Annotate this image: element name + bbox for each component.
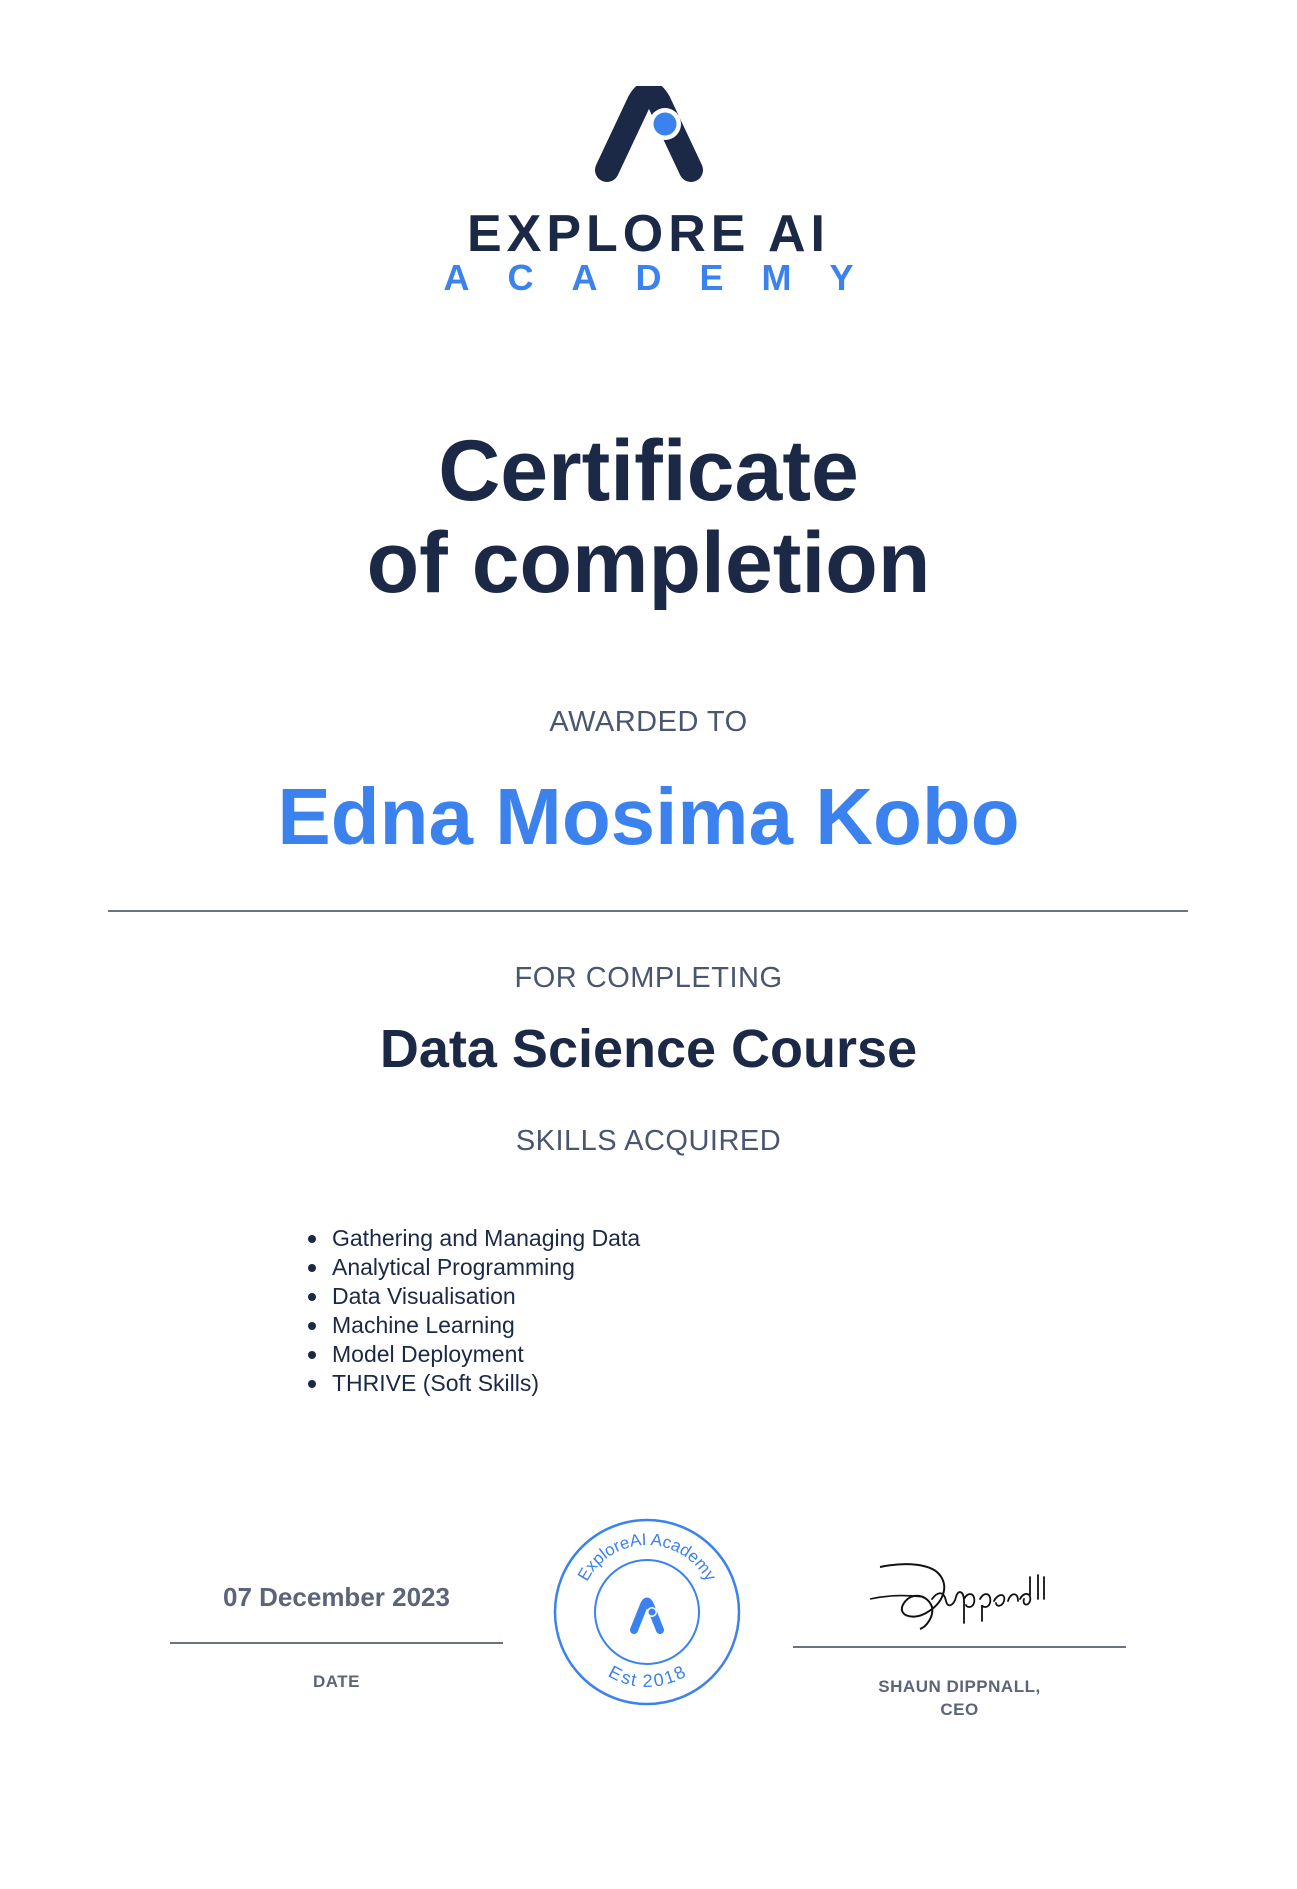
brand-subtitle: ACADEMY [443,257,892,298]
skills-list [308,1224,640,1398]
signatory [793,1675,1126,1721]
skill-item: Analytical Programming [308,1253,640,1282]
signatory-role: CEO [940,1700,979,1719]
skills-acquired-label: SKILLS ACQUIRED [515,1125,782,1157]
seal-text-top: ExploreAI Academy [573,1529,721,1585]
svg-text:Est 2018 [606,1661,689,1690]
signature-line [793,1646,1126,1648]
skill-item: Model Deployment [308,1340,640,1369]
date-line [170,1642,503,1644]
seal-text-bottom: Est 2018 [605,1661,689,1691]
svg-text:ExploreAI Academy [574,1530,720,1585]
for-completing-label: FOR COMPLETING [514,962,783,994]
awarded-to-label: AWARDED TO [549,706,748,738]
explore-ai-logo-icon [593,86,705,182]
ceo-signature [868,1555,1048,1635]
divider [108,910,1188,912]
recipient-name: Edna Mosima Kobo [277,772,1020,861]
certificate-title-line2: of completion [366,515,931,611]
skill-item: Data Visualisation [308,1282,640,1311]
course-name: Data Science Course [379,1019,918,1079]
skill-item: Machine Learning [308,1311,640,1340]
skill-item: Gathering and Managing Data [308,1224,640,1253]
signatory-name: SHAUN DIPPNALL, [878,1677,1041,1696]
skill-item: THRIVE (Soft Skills) [308,1369,640,1398]
academy-seal [552,1517,742,1707]
seal-logo-icon [634,1602,660,1631]
certificate-title-line1: Certificate [438,423,859,519]
certificate-title [0,425,1297,609]
brand-name: EXPLORE AI [466,205,830,263]
issue-date: 07 December 2023 [223,1582,450,1612]
date-label: DATE [312,1672,360,1691]
